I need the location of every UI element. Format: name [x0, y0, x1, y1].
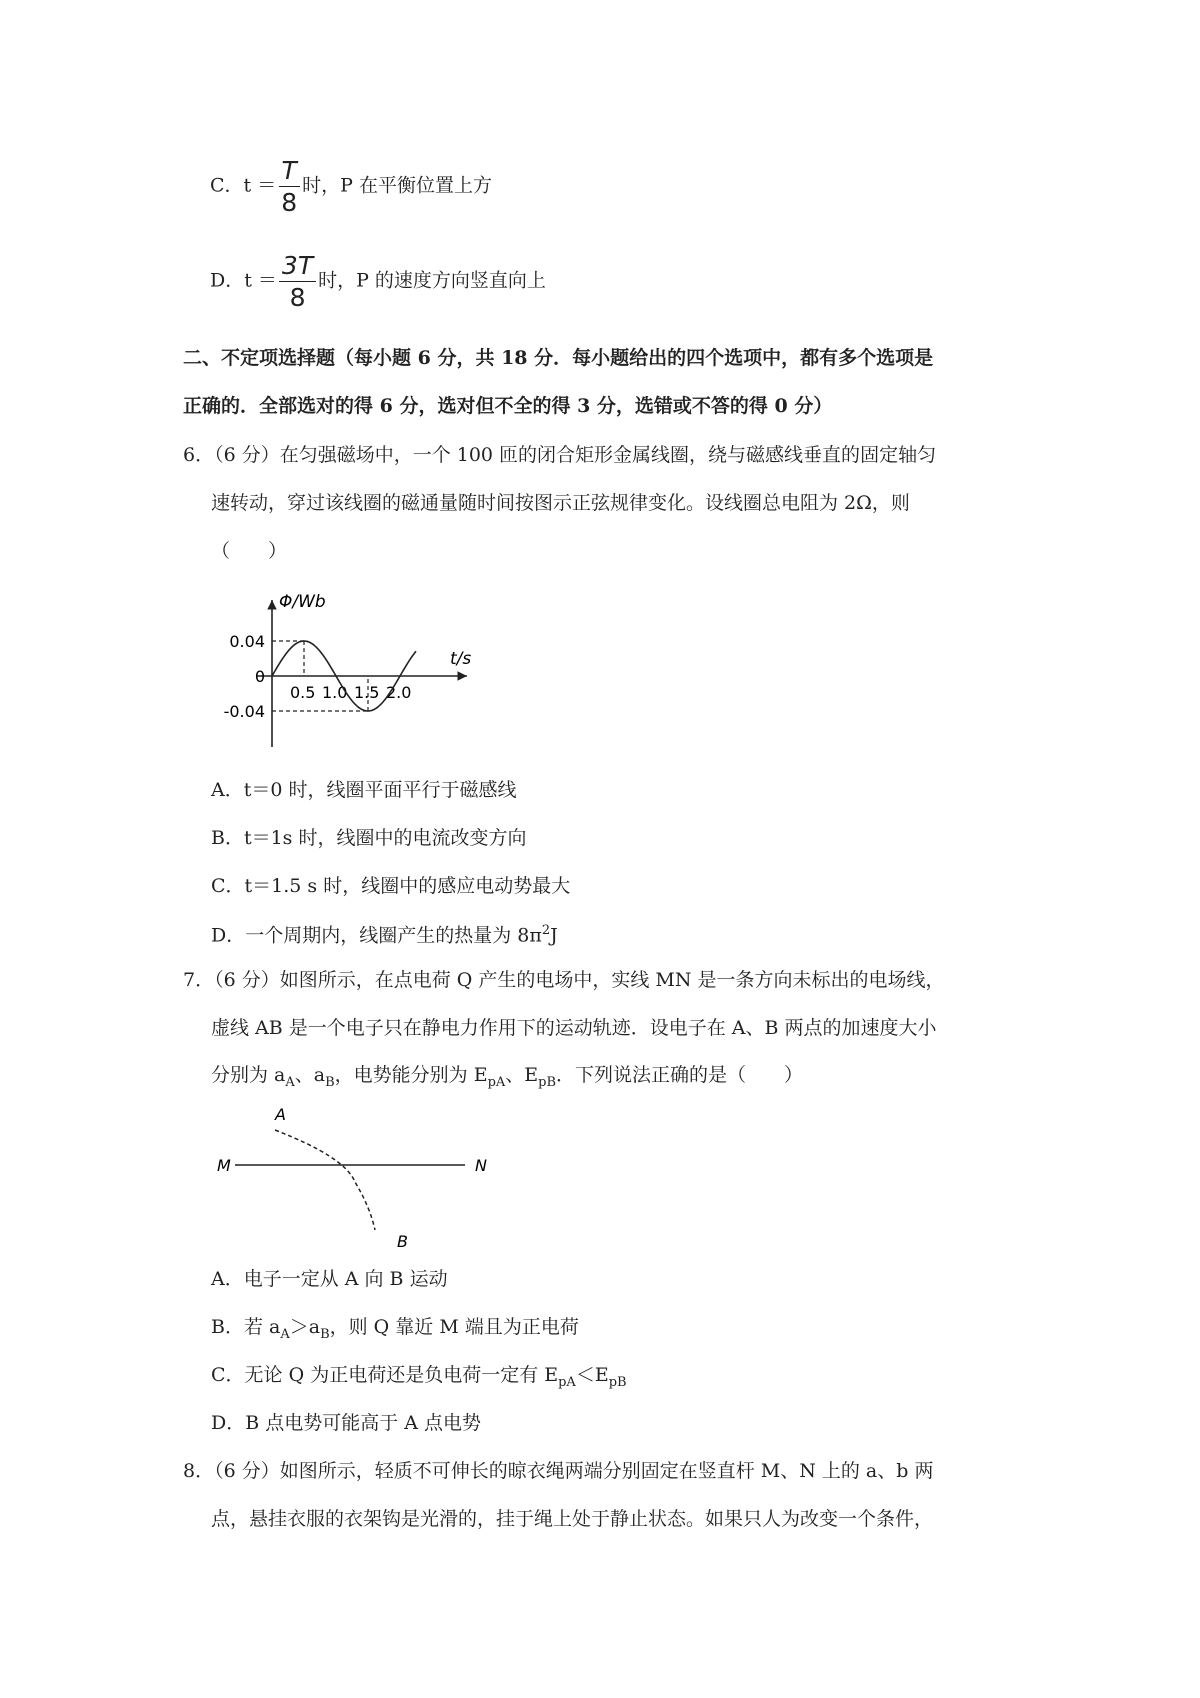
q5-option-c: C．t ＝ $\frac{T}{8}$ 时，P 在平衡位置上方 — [210, 156, 492, 217]
q7-option-b: B．若 $a_A>a_B$，则 Q 靠近 M 端且为正电荷 — [211, 1316, 579, 1342]
q8-stem-line1: 8．（6 分）如图所示，轻质不可伸长的晾衣绳两端分别固定在竖直杆 M、N 上的 a、b 两 — [183, 1460, 934, 1482]
chart-xlabel: t/s — [450, 649, 472, 669]
trajectory-ab — [275, 1130, 375, 1230]
section2-heading-line1: 二、不定项选择题（每小题 6 分，共 18 分．每小题给出的四个选项中，都有多个选项是 — [183, 347, 934, 369]
label-b: B — [397, 1232, 408, 1251]
label-m: M — [217, 1156, 231, 1175]
q7-option-c: C．无论 Q 为正电荷还是负电荷一定有 $E_{pA}<E_{pB}$ — [211, 1364, 627, 1390]
q7-stem-line2: 虚线 AB 是一个电子只在静电力作用下的运动轨迹．设电子在 A、B 两点的加速度大小 — [211, 1017, 937, 1039]
q7-stem-line1: 7．（6 分）如图所示，在点电荷 Q 产生的电场中，实线 MN 是一条方向未标出的电场线， — [183, 969, 945, 991]
flux-time-chart — [205, 592, 480, 752]
fraction-t-over-8: $\frac{T}{8}$ — [278, 158, 300, 215]
q6-option-a: A．t＝0 时，线圈平面平行于磁感线 — [211, 779, 517, 801]
x-tick-label: 1.0 — [322, 683, 348, 702]
y-tick-label: 0 — [254, 667, 265, 686]
q6-stem-line3: （ ） — [211, 540, 288, 562]
q6-stem-line1: 6．（6 分）在匀强磁场中，一个 100 匝的闭合矩形金属线圈，绕与磁感线垂直的固定轴匀 — [183, 444, 937, 466]
y-tick-label: -0.04 — [223, 702, 265, 721]
y-tick-label: 0.04 — [229, 632, 265, 651]
q7-option-d: D．B 点电势可能高于 A 点电势 — [211, 1412, 482, 1434]
q6-option-b: B．t＝1s 时，线圈中的电流改变方向 — [211, 827, 527, 849]
q7-option-a: A．电子一定从 A 向 B 运动 — [211, 1268, 448, 1290]
label-n: N — [475, 1156, 487, 1175]
section2-heading-line2: 正确的．全部选对的得 6 分，选对但不全的得 3 分，选错或不答的得 0 分） — [183, 395, 833, 417]
q6-stem-line2: 速转动，穿过该线圈的磁通量随时间按图示正弦规律变化。设线圈总电阻为 2Ω，则 — [211, 492, 910, 514]
electric-field-diagram — [205, 1102, 505, 1252]
x-tick-label: 2.0 — [386, 683, 412, 702]
q5-option-d: D．t ＝ $\frac{3T}{8}$ 时，P 的速度方向竖直向上 — [210, 251, 546, 312]
q6-option-c: C．t＝1.5 s 时，线圈中的感应电动势最大 — [211, 875, 571, 897]
label-a: A — [275, 1105, 286, 1124]
q6-option-d: D．一个周期内，线圈产生的热量为 $8\pi^2J$ — [211, 923, 558, 947]
fraction-3t-over-8: $\frac{3T}{8}$ — [279, 253, 316, 310]
q7-stem-line3: 分别为 $a_A$、$a_B$，电势能分别为 $E_{pA}$、$E_{pB}$．下列说法正确的是（ ） — [211, 1064, 804, 1090]
x-tick-label: 1.5 — [354, 683, 380, 702]
q8-stem-line2: 点，悬挂衣服的衣架钩是光滑的，挂于绳上处于静止状态。如果只人为改变一个条件， — [211, 1508, 934, 1530]
x-tick-label: 0.5 — [290, 683, 316, 702]
chart-ylabel: Φ/Wb — [279, 592, 326, 612]
